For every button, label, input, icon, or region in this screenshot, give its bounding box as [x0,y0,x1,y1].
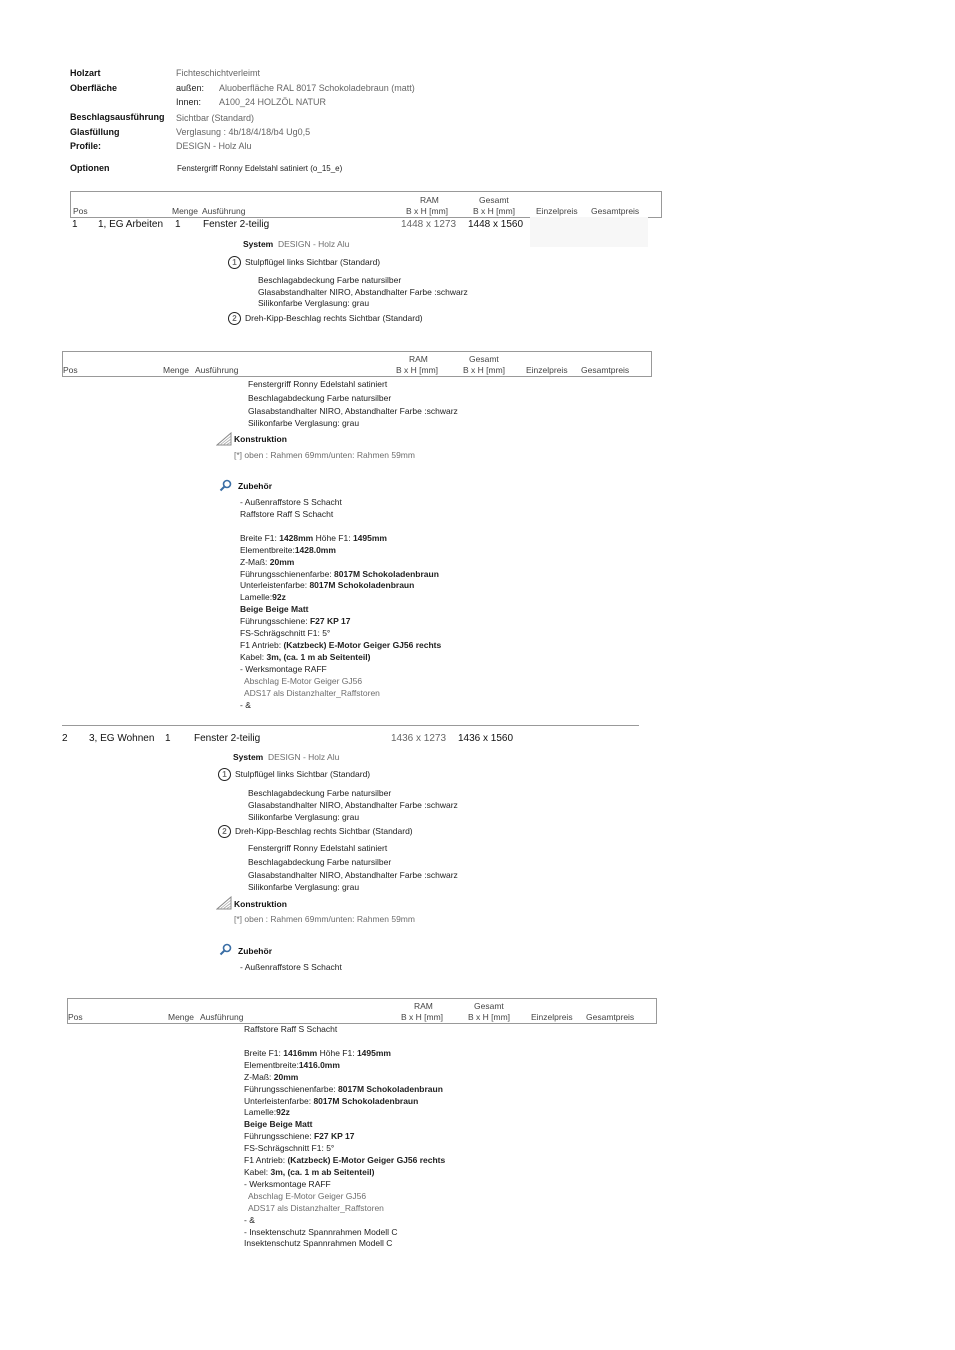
detail-line: Beschlagabdeckung Farbe natursilber [248,857,392,867]
aussen-value: Aluoberfläche RAL 8017 Schokoladebraun (matt) [219,83,415,93]
price-cell [530,217,648,247]
detail-line: Beschlagabdeckung Farbe natursilber [258,275,402,285]
fluegel-2 [218,825,413,838]
col-gesamt-top: Gesamt [479,195,509,205]
fluegel-1 [228,256,380,269]
glas-value: Verglasung : 4b/18/4/18/b4 Ug0,5 [176,127,311,137]
z-beige: Beige Beige Matt [244,1119,313,1130]
col-gesamtpreis: Gesamtpreis [586,1012,635,1022]
pos-gesamt: 1436 x 1560 [458,733,514,744]
pos-number: 2 [62,733,68,744]
col-pos: Pos [63,365,78,375]
zubehoer-list-2 [244,1024,445,1250]
detail-line: Glasabstandhalter NIRO, Abstandhalter Farbe :schwarz [248,800,458,810]
col-ram-top: RAM [414,1001,433,1011]
col-ram-top: RAM [409,354,428,364]
col-ram-bottom: B x H [mm] [406,206,449,216]
z-fuehrung: Führungsschienenfarbe: 8017M Schokoladenbraun [244,1083,443,1094]
detail-line: Fenstergriff Ronny Edelstahl satiniert [248,379,388,389]
col-menge: Menge [172,206,198,216]
z-insekt: Insektenschutz Spannrahmen Modell C [244,1238,393,1249]
z-beige: Beige Beige Matt [240,604,309,615]
z-breite: Breite F1: 1416mm Höhe F1: 1495mm [244,1047,391,1058]
col-menge: Menge [163,365,189,375]
z-kabel: Kabel: 3m, (ca. 1 m ab Seitenteil) [244,1166,375,1177]
z-antrieb: F1 Antrieb: (Katzbeck) E-Motor Geiger GJ56 rechts [244,1155,446,1166]
detail-line: Glasabstandhalter NIRO, Abstandhalter Farbe :schwarz [258,287,468,297]
row-divider [62,725,639,726]
z-abschlag: Abschlag E-Motor Geiger GJ56 [244,675,363,686]
z-insekt: - Insektenschutz Spannrahmen Modell C [244,1226,398,1237]
zubehoer-label: Zubehör [238,481,272,491]
z-fuehrung: Führungsschienenfarbe: 8017M Schokoladenbraun [240,568,439,579]
col-gesamt-top: Gesamt [474,1001,504,1011]
col-ausfuehrung: Ausführung [200,1012,244,1022]
aussen-label: außen: [176,83,205,93]
accessory-icon [219,479,232,492]
fluegel-title: Stulpflügel links Sichtbar (Standard) [245,256,381,267]
detail-line: Glasabstandhalter NIRO, Abstandhalter Farbe :schwarz [248,870,458,880]
z-breite: Breite F1: 1428mm Höhe F1: 1495mm [240,532,387,543]
z-ads: ADS17 als Distanzhalter_Raffstoren [248,1202,384,1213]
z-lamelle: Lamelle:92z [244,1107,290,1118]
z-unterleiste: Unterleistenfarbe: 8017M Schokoladenbraun [244,1095,419,1106]
detail-line: Fenstergriff Ronny Edelstahl satiniert [248,843,388,853]
z-zmass: Z-Maß: 20mm [244,1071,299,1082]
beschlag-value: Sichtbar (Standard) [176,113,255,123]
col-ausfuehrung: Ausführung [202,206,246,216]
pos-number: 1 [72,219,78,230]
col-gesamt-bottom: B x H [mm] [468,1012,511,1022]
z-line: - Außenraffstore S Schacht [240,962,342,972]
z-abschlag: Abschlag E-Motor Geiger GJ56 [248,1190,367,1201]
number-1-icon: 1 [228,256,241,269]
profile-label: Profile: [70,141,102,151]
z-line: Raffstore Raff S Schacht [240,508,334,519]
system-value: DESIGN - Holz Alu [268,752,340,762]
detail-line: Beschlagabdeckung Farbe natursilber [248,788,392,798]
col-gesamt-bottom: B x H [mm] [473,206,516,216]
col-ram-bottom: B x H [mm] [401,1012,444,1022]
zubehoer-list-1 [240,497,441,711]
col-ram-bottom: B x H [mm] [396,365,439,375]
detail-line: Silikonfarbe Verglasung: grau [258,298,370,308]
number-2-icon: 2 [228,312,241,325]
beschlag-label: Beschlagsausführung [70,112,165,122]
table-header [70,191,662,218]
col-menge: Menge [168,1012,194,1022]
detail-line: Silikonfarbe Verglasung: grau [248,882,360,892]
pos-gesamt: 1448 x 1560 [468,219,524,230]
pos-ram: 1436 x 1273 [391,733,447,744]
z-elementbreite: Elementbreite:1428.0mm [240,544,336,555]
pos-menge: 1 [175,219,181,230]
z-zmass: Z-Maß: 20mm [240,556,295,567]
construction-icon [216,896,232,910]
fluegel-title: Dreh-Kipp-Beschlag rechts Sichtbar (Standard) [235,825,413,836]
system-label: System [233,752,264,762]
pos-menge: 1 [165,733,171,744]
col-pos: Pos [68,1012,83,1022]
number-2-icon: 2 [218,825,231,838]
col-pos: Pos [73,206,88,216]
z-schraeg: FS-Schrägschnitt F1: 5° [244,1143,335,1154]
z-ads: ADS17 als Distanzhalter_Raffstoren [244,687,380,698]
z-schraeg: FS-Schrägschnitt F1: 5° [240,628,331,639]
oberflaeche-label: Oberfläche [70,83,118,93]
z-werk: - Werksmontage RAFF [240,663,327,674]
holzart-value: Fichteschichtverleimt [176,68,261,78]
detail-line: Beschlagabdeckung Farbe natursilber [248,393,392,403]
innen-value: A100_24 HOLZÖL NATUR [219,97,327,107]
fluegel-1 [218,768,370,781]
system-value: DESIGN - Holz Alu [278,239,350,249]
col-gesamtpreis: Gesamtpreis [591,206,640,216]
col-einzelpreis: Einzelpreis [526,365,568,375]
pos-name: 3, EG Wohnen [89,733,155,744]
zubehoer-label: Zubehör [238,946,272,956]
optionen-label: Optionen [70,163,110,173]
col-gesamt-bottom: B x H [mm] [463,365,506,375]
col-gesamtpreis: Gesamtpreis [581,365,630,375]
z-amp: - & [244,1214,255,1225]
fluegel-title: Dreh-Kipp-Beschlag rechts Sichtbar (Standard) [245,312,423,323]
z-line: Raffstore Raff S Schacht [244,1024,338,1034]
konstruktion-label: Konstruktion [234,434,287,444]
konstruktion-text: [*] oben : Rahmen 69mm/unten: Rahmen 59mm [234,914,415,924]
detail-line: Silikonfarbe Verglasung: grau [248,418,360,428]
system-label: System [243,239,274,249]
fluegel-2 [228,312,423,325]
number-1-icon: 1 [218,768,231,781]
z-antrieb: F1 Antrieb: (Katzbeck) E-Motor Geiger GJ56 rechts [240,639,442,650]
z-kabel: Kabel: 3m, (ca. 1 m ab Seitenteil) [240,651,371,662]
pos-typ: Fenster 2-teilig [194,733,261,744]
pos-name: 1, EG Arbeiten [98,219,164,230]
z-werk: - Werksmontage RAFF [244,1178,331,1189]
z-unterleiste: Unterleistenfarbe: 8017M Schokoladenbraun [240,580,415,591]
detail-line: Glasabstandhalter NIRO, Abstandhalter Farbe :schwarz [248,406,458,416]
z-elementbreite: Elementbreite:1416.0mm [244,1059,340,1070]
z-fs: Führungsschiene: F27 KP 17 [240,616,351,627]
col-einzelpreis: Einzelpreis [536,206,578,216]
pos-ram: 1448 x 1273 [401,219,457,230]
col-gesamt-top: Gesamt [469,354,499,364]
glas-label: Glasfüllung [70,127,120,137]
pos-typ: Fenster 2-teilig [203,219,270,230]
holzart-label: Holzart [70,68,101,78]
konstruktion-text: [*] oben : Rahmen 69mm/unten: Rahmen 59mm [234,450,415,460]
construction-icon [216,432,232,446]
accessory-icon [219,943,232,956]
z-fs: Führungsschiene: F27 KP 17 [244,1131,355,1142]
fluegel-title: Stulpflügel links Sichtbar (Standard) [235,768,371,779]
col-einzelpreis: Einzelpreis [531,1012,573,1022]
z-amp: - & [240,699,251,710]
konstruktion-label: Konstruktion [234,899,287,909]
detail-line: Silikonfarbe Verglasung: grau [248,812,360,822]
innen-label: Innen: [176,97,202,107]
profile-value: DESIGN - Holz Alu [176,141,252,151]
col-ram-top: RAM [420,195,439,205]
z-line: - Außenraffstore S Schacht [240,497,342,507]
table-header [62,351,652,377]
col-ausfuehrung: Ausführung [195,365,239,375]
optionen-value: Fenstergriff Ronny Edelstahl satiniert (o_15_e) [177,164,343,173]
table-header [67,998,657,1024]
z-lamelle: Lamelle:92z [240,592,286,603]
